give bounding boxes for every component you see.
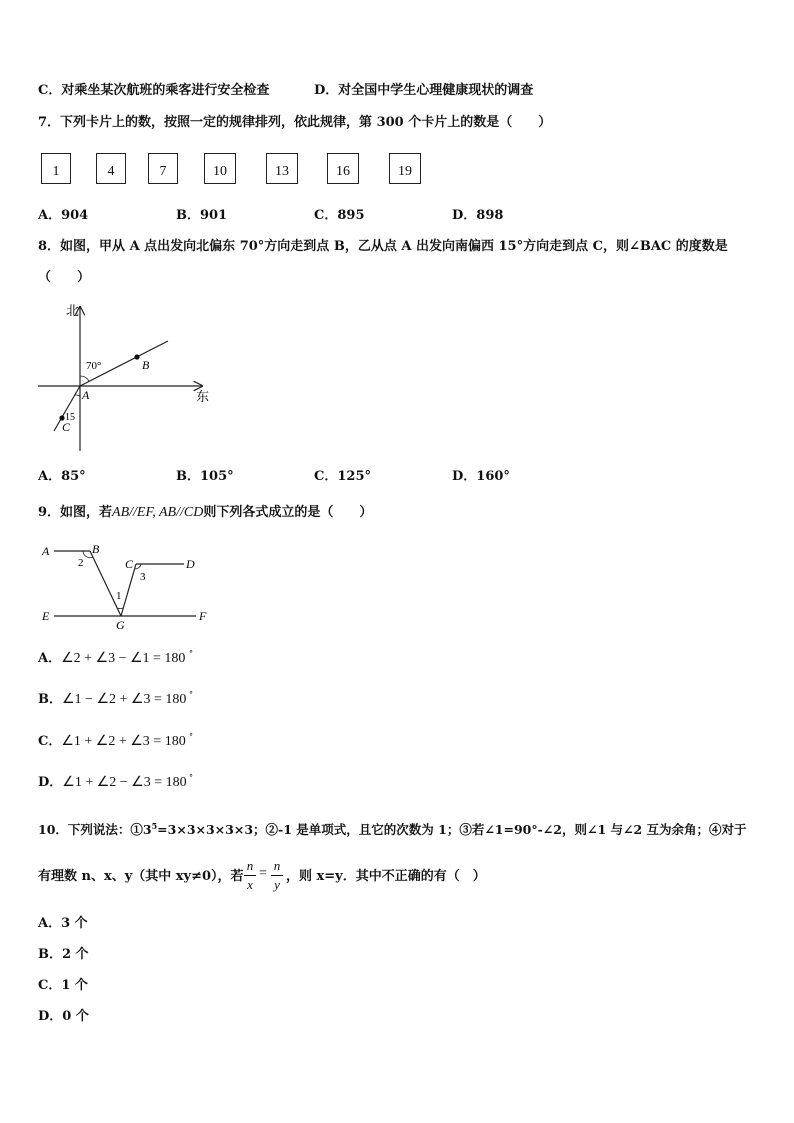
segment-bg [90,551,121,616]
point-c-label: C [125,557,134,571]
q7-card [266,153,298,184]
q9-option-c-expr: ∠1 + ∠2 + ∠3 = 180 [61,734,186,749]
point-e-label: E [42,609,50,623]
q10-option-d: D．0 个 [38,1009,89,1024]
q9-option-b-degree: ° [189,690,193,699]
q8-stem: 8．如图，甲从 A 点出发向北偏东 70°方向走到点 B，乙从点 A 出发向南偏西 15°方向走到点 C，则∠BAC 的度数是 [38,239,728,254]
angle-2-label: 2 [78,557,84,569]
q10-option-b: B．2 个 [38,947,89,962]
angle-15-label: 15 [65,412,75,423]
angle-1-arc [117,608,123,609]
q9-option-a: A．∠2 + ∠3 − ∠1 = 180 [38,651,186,666]
q10-fraction-numerator-2: n [273,858,281,873]
q7-card-value: 13 [275,164,289,179]
q9-option-a-expr: ∠2 + ∠3 − ∠1 = 180 [61,651,186,666]
q9-stem-math: AB//EF, AB//CD [112,505,204,520]
q9-option-d-degree: ° [189,773,193,782]
q8-option-c: C．125° [314,469,371,484]
north-label: 北 [66,303,80,318]
q9-stem: 9．如图，若AB//EF, AB//CD则下列各式成立的是（ ） [38,505,373,520]
angle-70-label: 70° [86,360,102,372]
q8-option-b: B．105° [176,469,234,484]
q10-option-a: A．3 个 [38,916,88,931]
q8-direction-figure [30,295,220,455]
q10-equals: = [259,866,267,881]
q7-option-b: B．901 [176,208,228,223]
point-a-label: A [82,388,90,402]
q10-exponent: 5 [151,821,158,831]
point-b-label: B [92,542,100,556]
q6-option-c: C．对乘坐某次航班的乘客进行安全检查 [38,83,270,98]
q7-card [41,153,71,184]
point-a-label: A [42,544,50,558]
q7-card [389,153,421,184]
point-g-label: G [116,618,125,632]
q7-option-a: A．904 [38,208,89,223]
q9-option-b-expr: ∠1 − ∠2 + ∠3 = 180 [62,692,187,707]
q7-card-value: 19 [398,164,412,179]
q8-option-d: D．160° [452,469,510,484]
q7-stem: 7．下列卡片上的数，按照一定的规律排列，依此规律，第 300 个卡片上的数是（ ） [38,115,552,130]
angle-70-arc [80,376,89,381]
q9-option-c: C．∠1 + ∠2 + ∠3 = 180 [38,734,186,749]
angle-15-arc [75,395,80,396]
east-label: 东 [196,389,210,404]
q10-fraction-bar-1 [244,875,256,876]
q7-card [148,153,178,184]
q7-card [204,153,236,184]
q10-fraction-bar-2 [271,875,283,876]
q10-line2-suffix: ，则 x=y．其中不正确的有（ ） [286,869,486,884]
q10-fraction-denominator-2: y [274,877,280,892]
q7-card-value: 10 [213,164,227,179]
angle-3-label: 3 [140,571,146,583]
q7-option-d: D．898 [452,208,504,223]
q9-option-c-degree: ° [189,732,193,741]
point-d-label: D [186,557,195,571]
q10-stem: 10．下列说法：$①3^5=3\times 3\times 3\times 3\times 3$；②-1 是单项式，且它的次数为 1；③若∠1=90°-∠2，则∠1 与∠2 互为余角；④对于 [38,821,747,838]
point-c-label: C [62,420,71,434]
q9-option-d-expr: ∠1 + ∠2 − ∠3 = 180 [62,775,187,790]
q7-option-c: C．895 [314,208,365,223]
q9-option-a-degree: ° [189,649,193,658]
q9-parallel-lines-figure [36,540,216,632]
q7-card [96,153,126,184]
q10-line2-prefix: 有理数 n、x、y（其中 xy≠0），若 [38,869,244,884]
segment-gc [121,564,136,616]
q7-card-value: 1 [52,164,60,179]
q10-fraction-denominator-1: x [247,877,253,892]
point-f-label: F [199,609,207,623]
q7-card-value: 7 [159,164,167,179]
q6-option-d: D．对全国中学生心理健康现状的调查 [314,83,534,98]
q8-stem-continued: （ ） [38,270,91,285]
q9-option-d: D．∠1 + ∠2 − ∠3 = 180 [38,775,187,790]
q7-card-value: 4 [107,164,115,179]
q8-option-a: A．85° [38,469,86,484]
q7-card [327,153,359,184]
q10-fraction-numerator-1: n [246,858,254,873]
q10-option-c: C．1 个 [38,978,88,993]
point-b-dot [134,354,139,359]
q9-option-b: B．∠1 − ∠2 + ∠3 = 180 [38,692,187,707]
point-b-label: B [142,358,150,372]
q7-card-value: 16 [336,164,350,179]
angle-1-label: 1 [116,590,122,602]
